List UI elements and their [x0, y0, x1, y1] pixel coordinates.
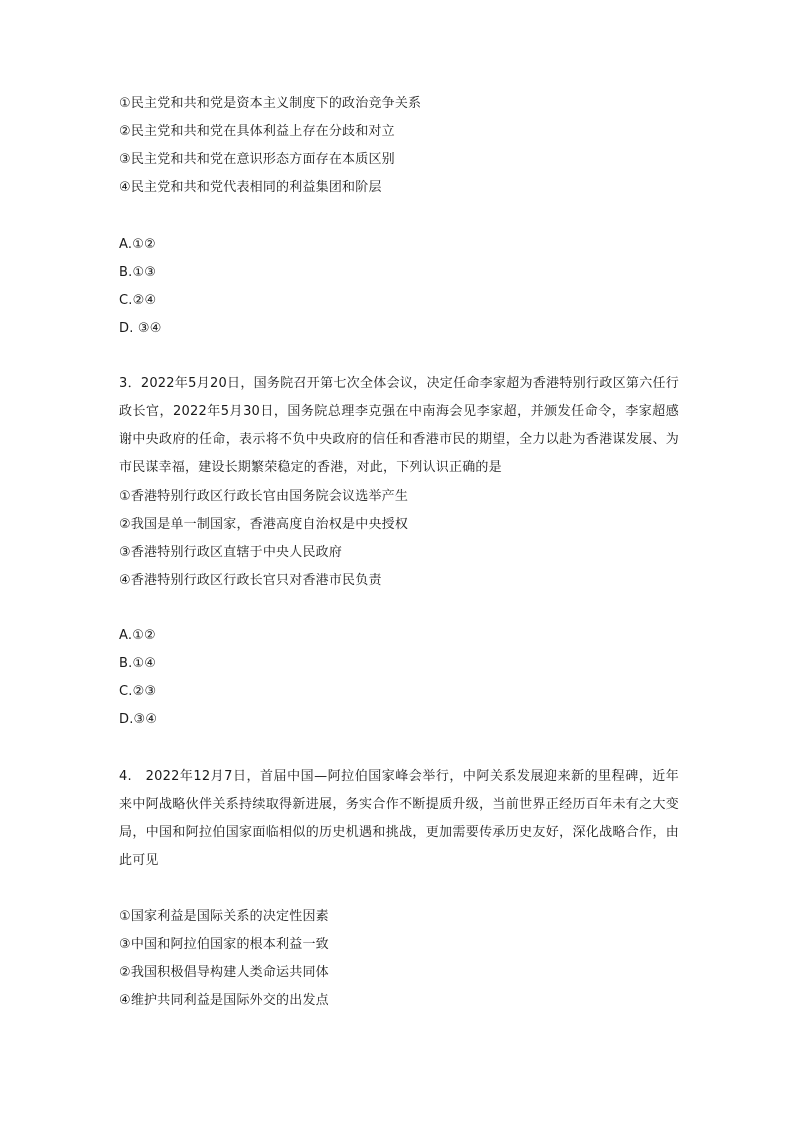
q3-statement-4: ④香港特别行政区行政长官只对香港市民负责: [119, 573, 382, 588]
q3-statement-1: ①香港特别行政区行政长官由国务院会议选举产生: [119, 489, 409, 504]
q4-statement-4: ④维护共同利益是国际外交的出发点: [119, 993, 329, 1008]
q4-stem: 4. 2022年12月7日，首届中国—阿拉伯国家峰会举行，中阿关系发展迎来新的里程碑，近年来中阿战略伙伴关系持续取得新进展，务实合作不断提质升级，当前世界正经历百年未有之大变局，中国和阿拉伯国家面临相似的历史机遇和挑战，更加需要传承历史友好，深化战略合作，由此可见: [119, 769, 679, 868]
q3-statement-3: ③香港特别行政区直辖于中央人民政府: [119, 545, 343, 560]
q2-statement-2: ②民主党和共和党在具体利益上存在分歧和对立: [119, 124, 395, 139]
q3-option-c: C.②③: [119, 684, 157, 699]
q2-statement-4: ④民主党和共和党代表相同的利益集团和阶层: [119, 180, 382, 195]
q3-option-d: D.③④: [119, 712, 158, 727]
q3-stem: 3．2022年5月20日，国务院召开第七次全体会议，决定任命李家超为香港特别行政区第六任行政长官，2022年5月30日，国务院总理李克强在中南海会见李家超，并颁发任命令，李家超感谢中央政府的任命，表示将不负中央政府的信任和香港市民的期望，全力以赴为香港谋发展、为市民谋幸福，建设长期繁荣稳定的香港，对此，下列认识正确的是: [119, 376, 679, 475]
q3-option-b: B.①④: [119, 656, 157, 671]
q2-option-d: D. ③④: [119, 321, 162, 336]
q4-statement-2: ③中国和阿拉伯国家的根本利益一致: [119, 937, 329, 952]
q4-statement-3: ②我国积极倡导构建人类命运共同体: [119, 965, 329, 980]
q2-statement-3: ③民主党和共和党在意识形态方面存在本质区别: [119, 152, 395, 167]
q4-statement-1: ①国家利益是国际关系的决定性因素: [119, 909, 329, 924]
q3-statement-2: ②我国是单一制国家，香港高度自治权是中央授权: [119, 517, 409, 532]
q3-option-a: A.①②: [119, 628, 156, 643]
q2-option-c: C.②④: [119, 293, 157, 308]
q2-option-b: B.①③: [119, 265, 157, 280]
q2-statement-1: ①民主党和共和党是资本主义制度下的政治竞争关系: [119, 96, 422, 111]
q2-option-a: A.①②: [119, 237, 156, 252]
